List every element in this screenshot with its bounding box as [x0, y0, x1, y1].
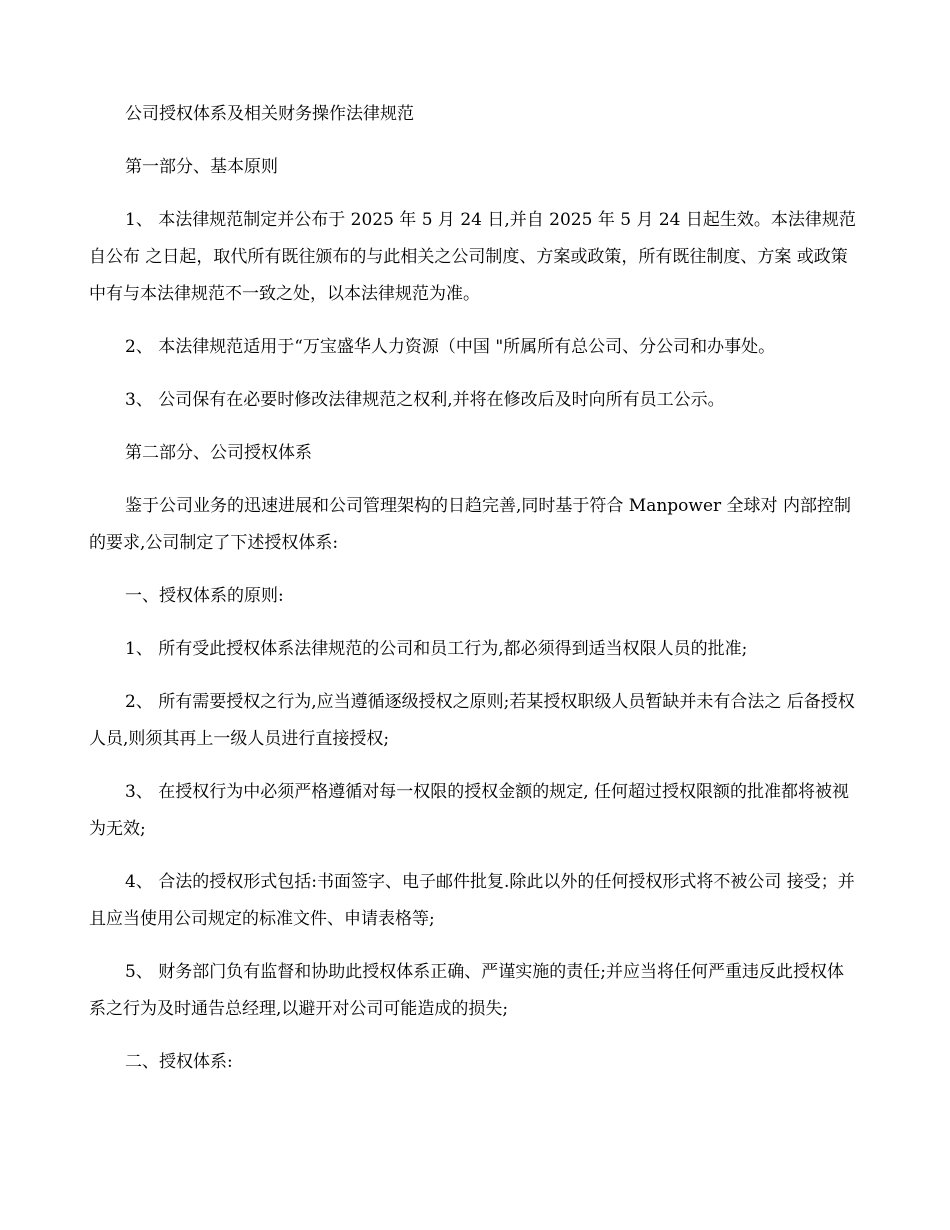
paragraph-rule-3: 3、 在授权行为中必须严格遵循对每一权限的授权金额的规定, 任何超过授权限额的批准都将被视为无效;: [89, 782, 850, 839]
paragraph-rule-1: 1、 所有受此授权体系法律规范的公司和员工行为,都必须得到适当权限人员的批准;: [125, 639, 748, 659]
section-heading-part-two: 第二部分、公司授权体系: [125, 443, 312, 463]
section-heading-part-one: 第一部分、基本原则: [125, 157, 278, 177]
document-title: 公司授权体系及相关财务操作法律规范: [125, 104, 414, 124]
subheading-principles: 一、授权体系的原则:: [125, 586, 284, 606]
paragraph-rule-2: 2、 所有需要授权之行为,应当遵循逐级授权之原则;若某授权职级人员暂缺并未有合法之 后备授权人员,则须其再上一级人员进行直接授权;: [89, 692, 855, 749]
document-body: [89, 96, 859, 1097]
paragraph-principle-3: 3、 公司保有在必要时修改法律规范之权利,并将在修改后及时向所有员工公示。: [125, 390, 725, 410]
subheading-system: 二、授权体系:: [125, 1052, 233, 1072]
paragraph-rule-5: 5、 财务部门负有监督和协助此授权体系正确、严谨实施的责任;并应当将任何严重违反此授权体系之行为及时通告总经理,以避开对公司可能造成的损失;: [89, 962, 844, 1019]
paragraph-rule-4: 4、 合法的授权形式包括:书面签字、电子邮件批复.除此以外的任何授权形式将不被公司 接受；并且应当使用公司规定的标准文件、申请表格等;: [89, 872, 855, 929]
paragraph-principle-2: 2、 本法律规范适用于“万宝盛华人力资源（中国 "所属所有总公司、分公司和办事处。: [125, 337, 776, 357]
paragraph-principle-1: 1、 本法律规范制定并公布于 2025 年 5 月 24 日,并自 2025 年 5 月 24 日起生效。本法律规范自公布 之日起，取代所有既往颁布的与此相关之公司制度、方案或政策，所有既往制度、方案 或政策中有与本法律规范不一致之处，以本法律规范为准。: [89, 210, 856, 304]
paragraph-intro: 鉴于公司业务的迅速进展和公司管理架构的日趋完善,同时基于符合 Manpower 全球对 内部控制的要求,公司制定了下述授权体系:: [89, 496, 851, 553]
